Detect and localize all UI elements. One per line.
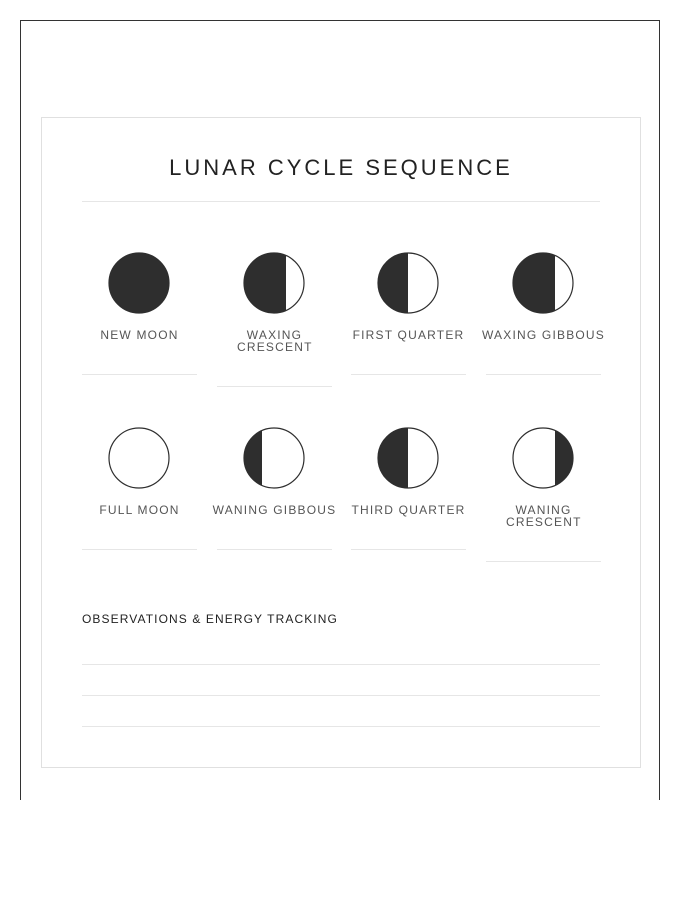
phase-divider [486,561,601,562]
phase-label: WANING CRESCENT [506,503,582,529]
new-moon-icon [108,252,170,314]
writing-line[interactable] [82,664,600,665]
phase-label: THIRD QUARTER [351,503,466,517]
observations-heading: OBSERVATIONS & ENERGY TRACKING [82,612,338,626]
phase-divider [217,386,332,387]
writing-line[interactable] [82,695,600,696]
phase-divider [82,549,197,550]
phase-divider [82,374,197,375]
writing-line[interactable] [82,726,600,727]
waning-gibbous-icon [243,427,305,489]
phase-divider [351,549,466,550]
third-quarter-icon [377,427,439,489]
phase-label: WANING GIBBOUS [212,503,337,517]
phase-label: NEW MOON [100,328,179,342]
lunar-card [41,117,641,768]
first-quarter-icon [377,252,439,314]
phase-label: WAXING CRESCENT [237,328,313,354]
waxing-crescent-icon [243,252,305,314]
phase-label: WAXING GIBBOUS [481,328,606,342]
phase-divider [351,374,466,375]
waxing-gibbous-icon [512,252,574,314]
phase-label: FIRST QUARTER [352,328,465,342]
page-title: LUNAR CYCLE SEQUENCE [169,155,513,180]
phase-divider [217,549,332,550]
full-moon-icon [108,427,170,489]
phase-label: FULL MOON [99,503,180,517]
phase-divider [486,374,601,375]
title-divider [82,201,600,202]
waning-crescent-icon [512,427,574,489]
